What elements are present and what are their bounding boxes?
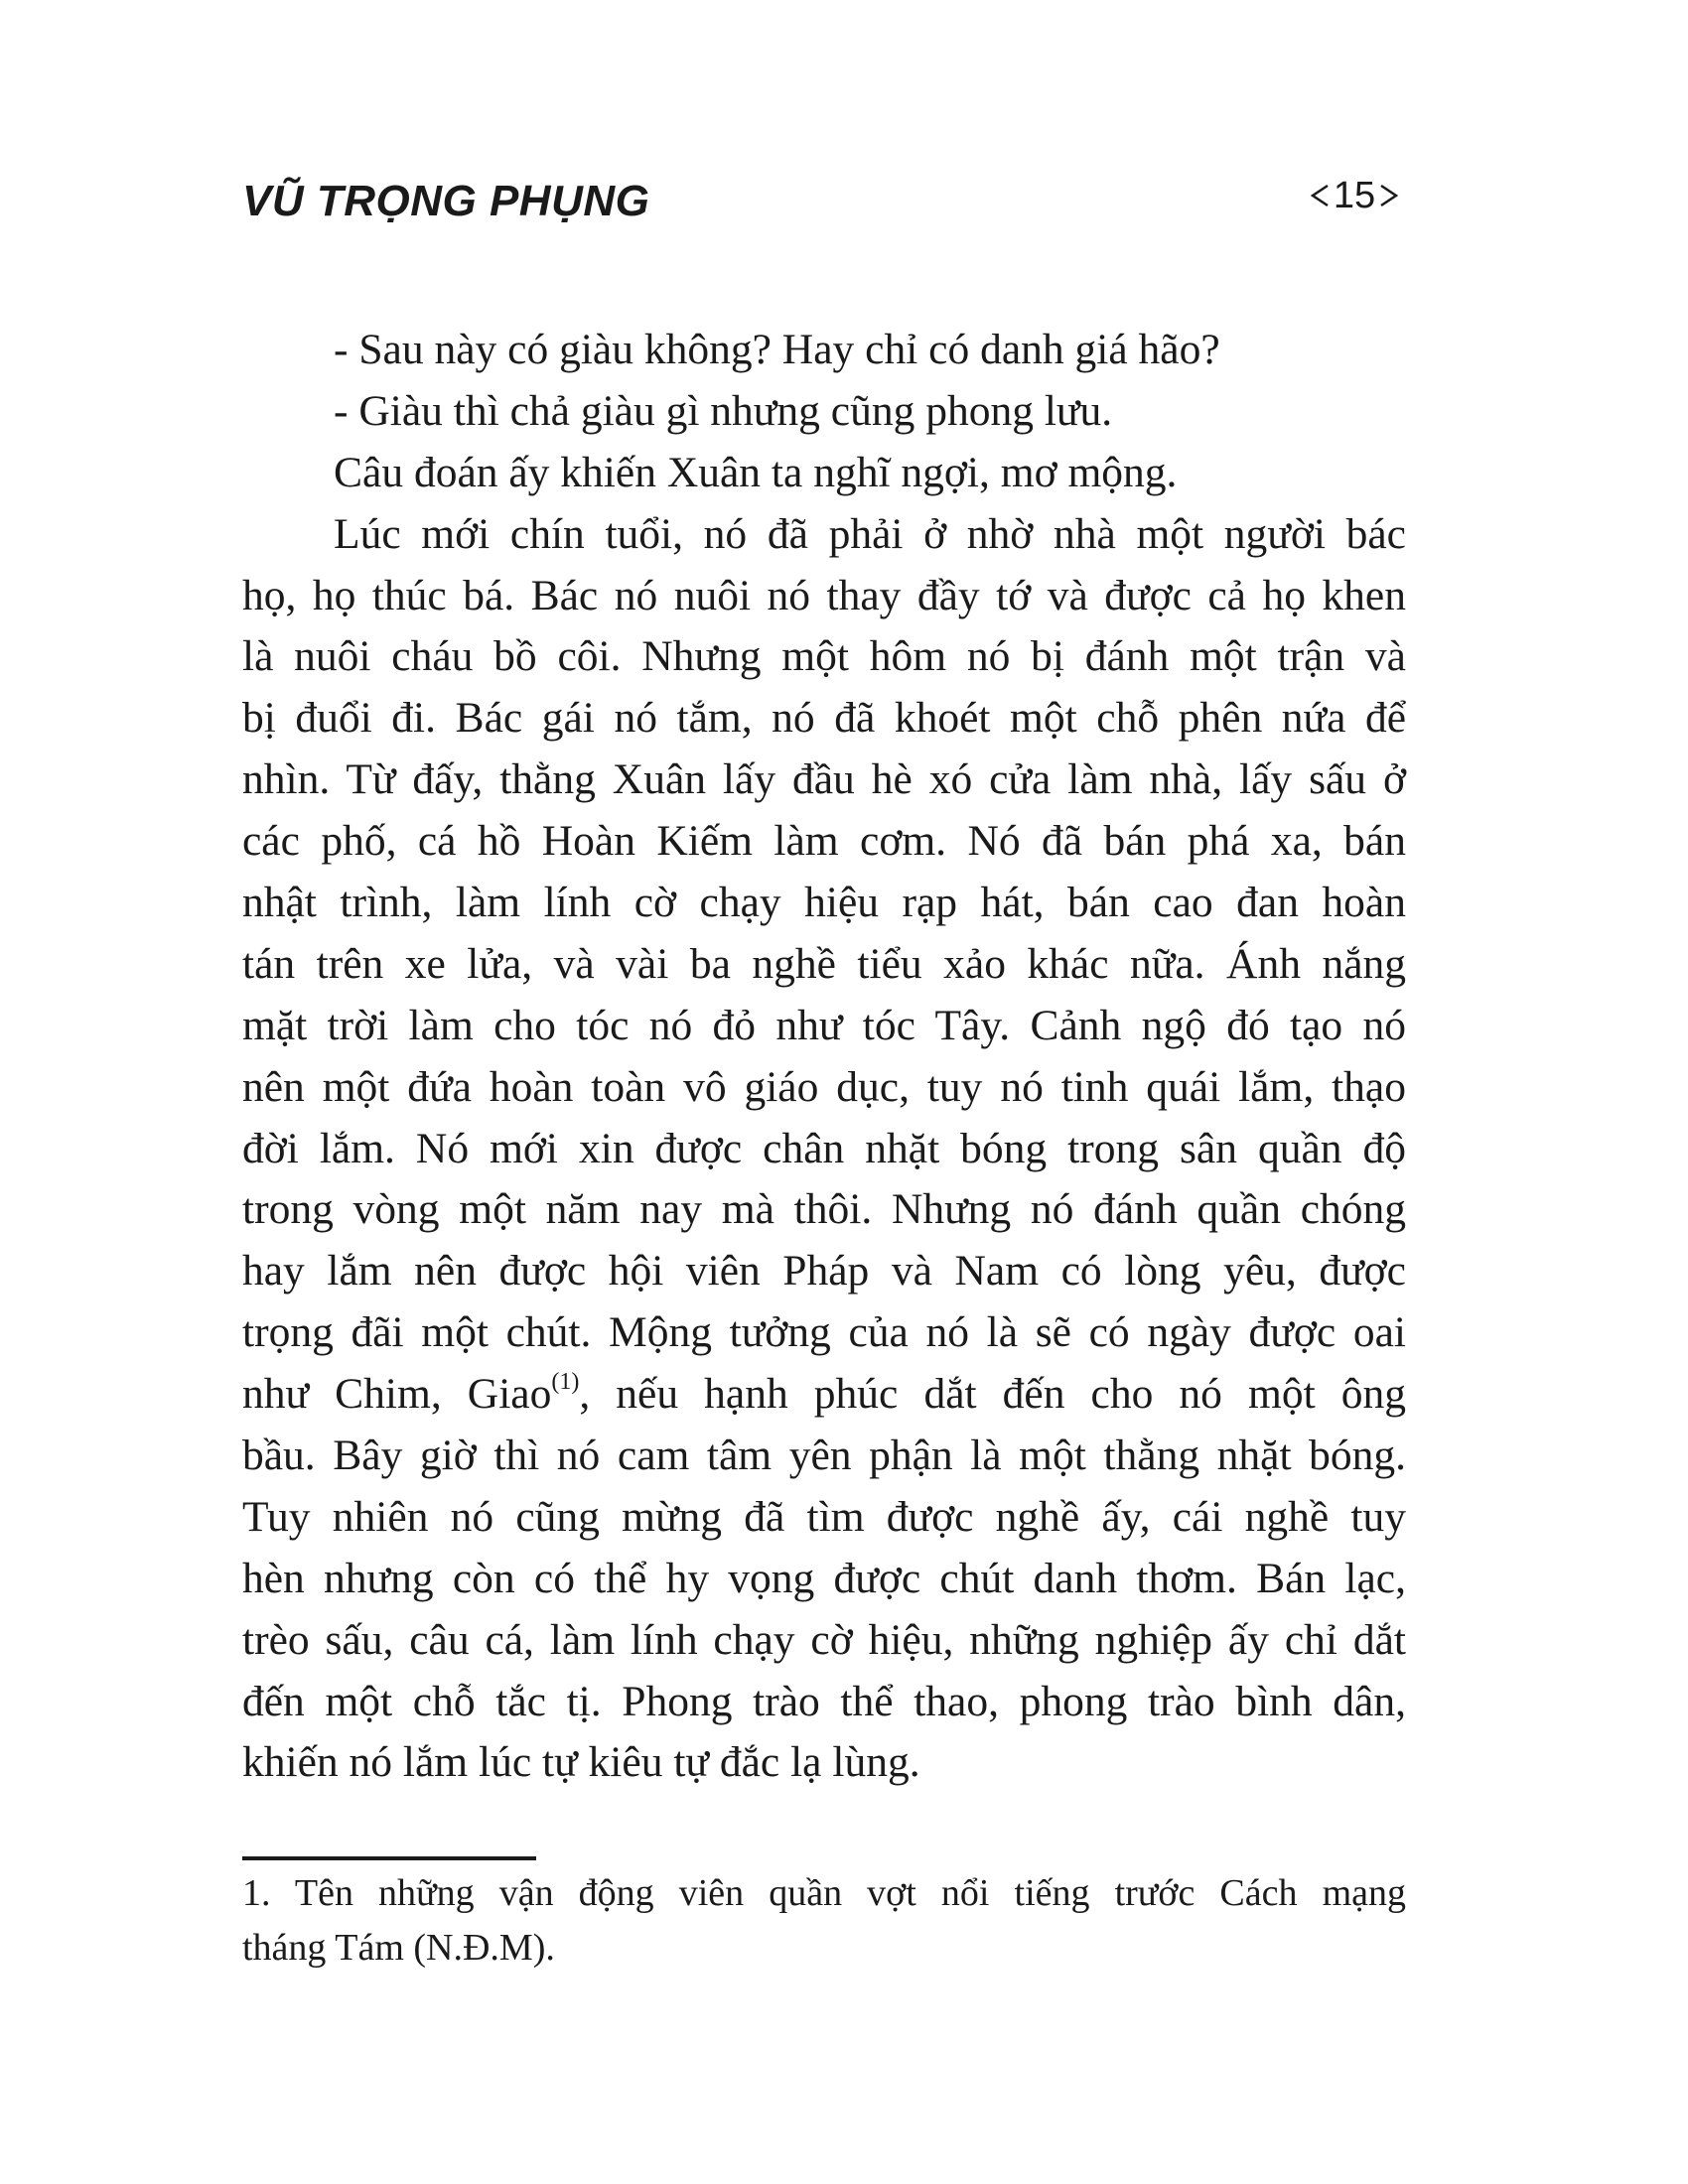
right-chevron-icon [1379,181,1399,210]
paragraph-line: khiến nó lắm lúc tự kiêu tự đắc lạ lùng. [242,1738,920,1787]
paragraph-line: các phố, cá hồ Hoàn Kiếm làm cơm. Nó đã bán phá xa, bán [242,817,1406,866]
paragraph-line: bị đuổi đi. Bác gái nó tắm, nó đã khoét một chỗ phên nứa để [242,694,1406,743]
paragraph-line-with-footnote [242,1364,1406,1426]
paragraph-line: Tuy nhiên nó cũng mừng đã tìm được nghề ấy, cái nghề tuy [242,1492,1406,1541]
dialogue-line-2: - Giàu thì chả giàu gì nhưng cũng phong lưu. [334,386,1113,435]
footnote [242,1866,1406,1976]
body-text [242,320,1406,1794]
line-text-after-ref: , nếu hạnh phúc dắt đến cho nó một ông [579,1370,1406,1419]
paragraph-line: nhật trình, làm lính cờ chạy hiệu rạp hát, bán cao đan hoàn [242,879,1406,927]
paragraph-line: họ, họ thúc bá. Bác nó nuôi nó thay đầy tớ và được cả họ khen [242,571,1406,619]
running-header-author: VŨ TRỌNG PHỤNG [242,177,650,225]
paragraph-line: trong vòng một năm nay mà thôi. Nhưng nó đánh quần chóng [242,1185,1406,1234]
paragraph-line: đến một chỗ tắc tị. Phong trào thể thao, phong trào bình dân, [242,1677,1406,1725]
paragraph-line: hèn nhưng còn có thể hy vọng được chút danh thơm. Bán lạc, [242,1554,1406,1602]
paragraph-line: hay lắm nên được hội viên Pháp và Nam có lòng yêu, được [242,1247,1406,1296]
page-number [1295,171,1414,220]
line-text-before-ref: như Chim, Giao [242,1370,552,1419]
paragraph-line: nhìn. Từ đấy, thằng Xuân lấy đầu hè xó cửa làm nhà, lấy sấu ở [242,755,1406,804]
paragraph-line: Lúc mới chín tuổi, nó đã phải ở nhờ nhà một người bác [334,509,1406,558]
footnote-line-1: 1. Tên những vận động viên quần vợt nổi tiếng trước Cách mạng [242,1872,1406,1914]
footnote-line-2: tháng Tám (N.Đ.M). [242,1927,555,1969]
dialogue-line-1: - Sau này có giàu không? Hay chỉ có danh giá hão? [334,326,1220,373]
footnote-divider [242,1856,536,1860]
paragraph-line: nên một đứa hoàn toàn vô giáo dục, tuy nó tinh quái lắm, thạo [242,1062,1406,1111]
paragraph-line: đời lắm. Nó mới xin được chân nhặt bóng trong sân quần độ [242,1124,1406,1172]
paragraph-line: tán trên xe lửa, và vài ba nghề tiểu xảo khác nữa. Ánh nắng [242,939,1406,988]
footnote-reference[interactable]: (1) [551,1368,580,1395]
paragraph-line: bầu. Bây giờ thì nó cam tâm yên phận là một thằng nhặt bóng. [242,1432,1406,1480]
page-number-text: 15 [1333,174,1376,216]
left-chevron-icon [1310,181,1330,210]
paragraph-line: trèo sấu, câu cá, làm lính chạy cờ hiệu, những nghiệp ấy chỉ dắt [242,1615,1406,1664]
paragraph-line: Câu đoán ấy khiến Xuân ta nghĩ ngợi, mơ mộng. [334,448,1178,496]
paragraph-line: trọng đãi một chút. Mộng tưởng của nó là sẽ có ngày được oai [242,1308,1406,1357]
paragraph-line: mặt trời làm cho tóc nó đỏ như tóc Tây. Cảnh ngộ đó tạo nó [242,1001,1406,1049]
paragraph-line: là nuôi cháu bồ côi. Nhưng một hôm nó bị đánh một trận và [242,632,1406,681]
